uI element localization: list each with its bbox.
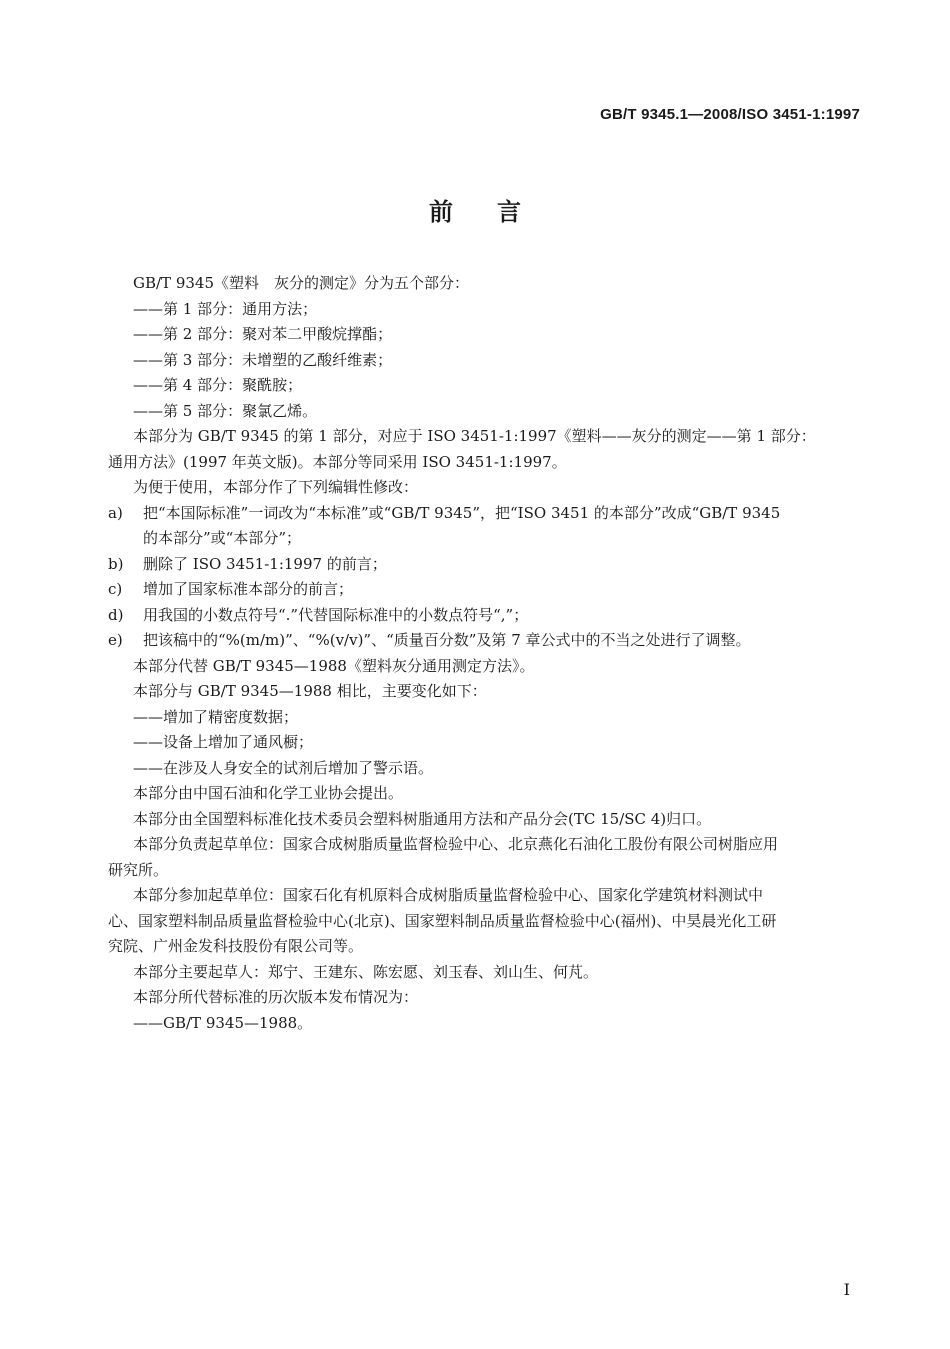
participants-line-1: 本部分参加起草单位：国家石化有机原料合成树脂质量监督检验中心、国家化学建筑材料测试中 [133, 886, 764, 904]
edit-label-a: a) [108, 503, 123, 522]
authors-paragraph: 本部分主要起草人：郑宁、王建东、陈宏愿、刘玉春、刘山生、何芃。 [133, 962, 599, 981]
edit-label-e: e) [108, 631, 123, 649]
change-item-1: ——增加了精密度数据； [133, 707, 299, 726]
change-item-3: ——在涉及人身安全的试剂后增加了警示语。 [133, 758, 434, 777]
history-intro: 本部分所代替标准的历次版本发布情况为： [133, 988, 419, 1006]
change-item-2: ——设备上增加了通风橱； [133, 733, 314, 751]
edit-label-c: c) [108, 580, 123, 598]
edit-text-a-2: 的本部分”或“本部分”； [143, 529, 302, 547]
edit-label-b: b) [108, 554, 124, 573]
part-item-2: ——第 2 部分：聚对苯二甲酸烷撑酯； [133, 325, 393, 343]
part-item-5: ——第 5 部分：聚氯乙烯。 [133, 401, 318, 420]
part-item-3: ——第 3 部分：未增塑的乙酸纤维素； [133, 350, 393, 369]
intro-paragraph: GB/T 9345《塑料 灰分的测定》分为五个部分： [133, 274, 470, 292]
foreword-body [108, 271, 861, 1036]
edit-item-c [108, 577, 861, 603]
edit-text-a-1: 把“本国际标准”一词改为“本标准”或“GB/T 9345”，把“ISO 3451 的本部分”改成“GB/T 9345 [143, 503, 781, 522]
edit-item-e [108, 628, 861, 654]
edit-text-c: 增加了国家标准本部分的前言； [143, 580, 354, 598]
changes-intro: 本部分与 GB/T 9345—1988 相比，主要变化如下： [133, 682, 487, 700]
edit-label-d: d) [108, 605, 124, 624]
page-title: 前言 [429, 198, 565, 226]
edit-item-a [108, 501, 861, 552]
correspondence-line-2: 通用方法》(1997 年英文版)。本部分等同采用 ISO 3451-1:1997。 [108, 452, 567, 471]
standard-code: GB/T 9345.1—2008/ISO 3451-1:1997 [600, 106, 860, 123]
edit-text-e: 把该稿中的“%(m/m)”、“%(v/v)”、“质量百分数”及第 7 章公式中的不当之处进行了调整。 [143, 631, 751, 649]
edit-item-d [108, 603, 861, 629]
correspondence-line-1: 本部分为 GB/T 9345 的第 1 部分，对应于 ISO 3451-1:1997《塑料——灰分的测定——第 1 部分： [133, 427, 816, 445]
edit-item-b [108, 552, 861, 578]
history-item-1: ——GB/T 9345—1988。 [133, 1013, 313, 1032]
replaces-paragraph: 本部分代替 GB/T 9345—1988《塑料灰分通用测定方法》。 [133, 656, 535, 675]
participants-line-3: 究院、广州金发科技股份有限公司等。 [108, 937, 364, 955]
drafter-line-2: 研究所。 [108, 860, 169, 879]
edit-intro: 为便于使用，本部分作了下列编辑性修改： [133, 478, 419, 496]
participants-line-2: 心、国家塑料制品质量监督检验中心(北京)、国家塑料制品质量监督检验中心(福州)、中昊晨光化工研 [108, 911, 777, 930]
part-item-4: ——第 4 部分：聚酰胺； [133, 376, 303, 394]
page-number: I [843, 1280, 850, 1299]
part-item-1: ——第 1 部分：通用方法； [133, 299, 318, 318]
edit-text-d: 用我国的小数点符号“.”代替国际标准中的小数点符号“,”； [143, 605, 529, 624]
proposed-paragraph: 本部分由中国石油和化学工业协会提出。 [133, 784, 404, 802]
centralized-paragraph: 本部分由全国塑料标准化技术委员会塑料树脂通用方法和产品分会(TC 15/SC 4)归口。 [133, 809, 712, 828]
drafter-line-1: 本部分负责起草单位：国家合成树脂质量监督检验中心、北京燕化石油化工股份有限公司树脂应用 [133, 835, 779, 853]
edit-text-b: 删除了 ISO 3451-1:1997 的前言； [143, 554, 387, 573]
